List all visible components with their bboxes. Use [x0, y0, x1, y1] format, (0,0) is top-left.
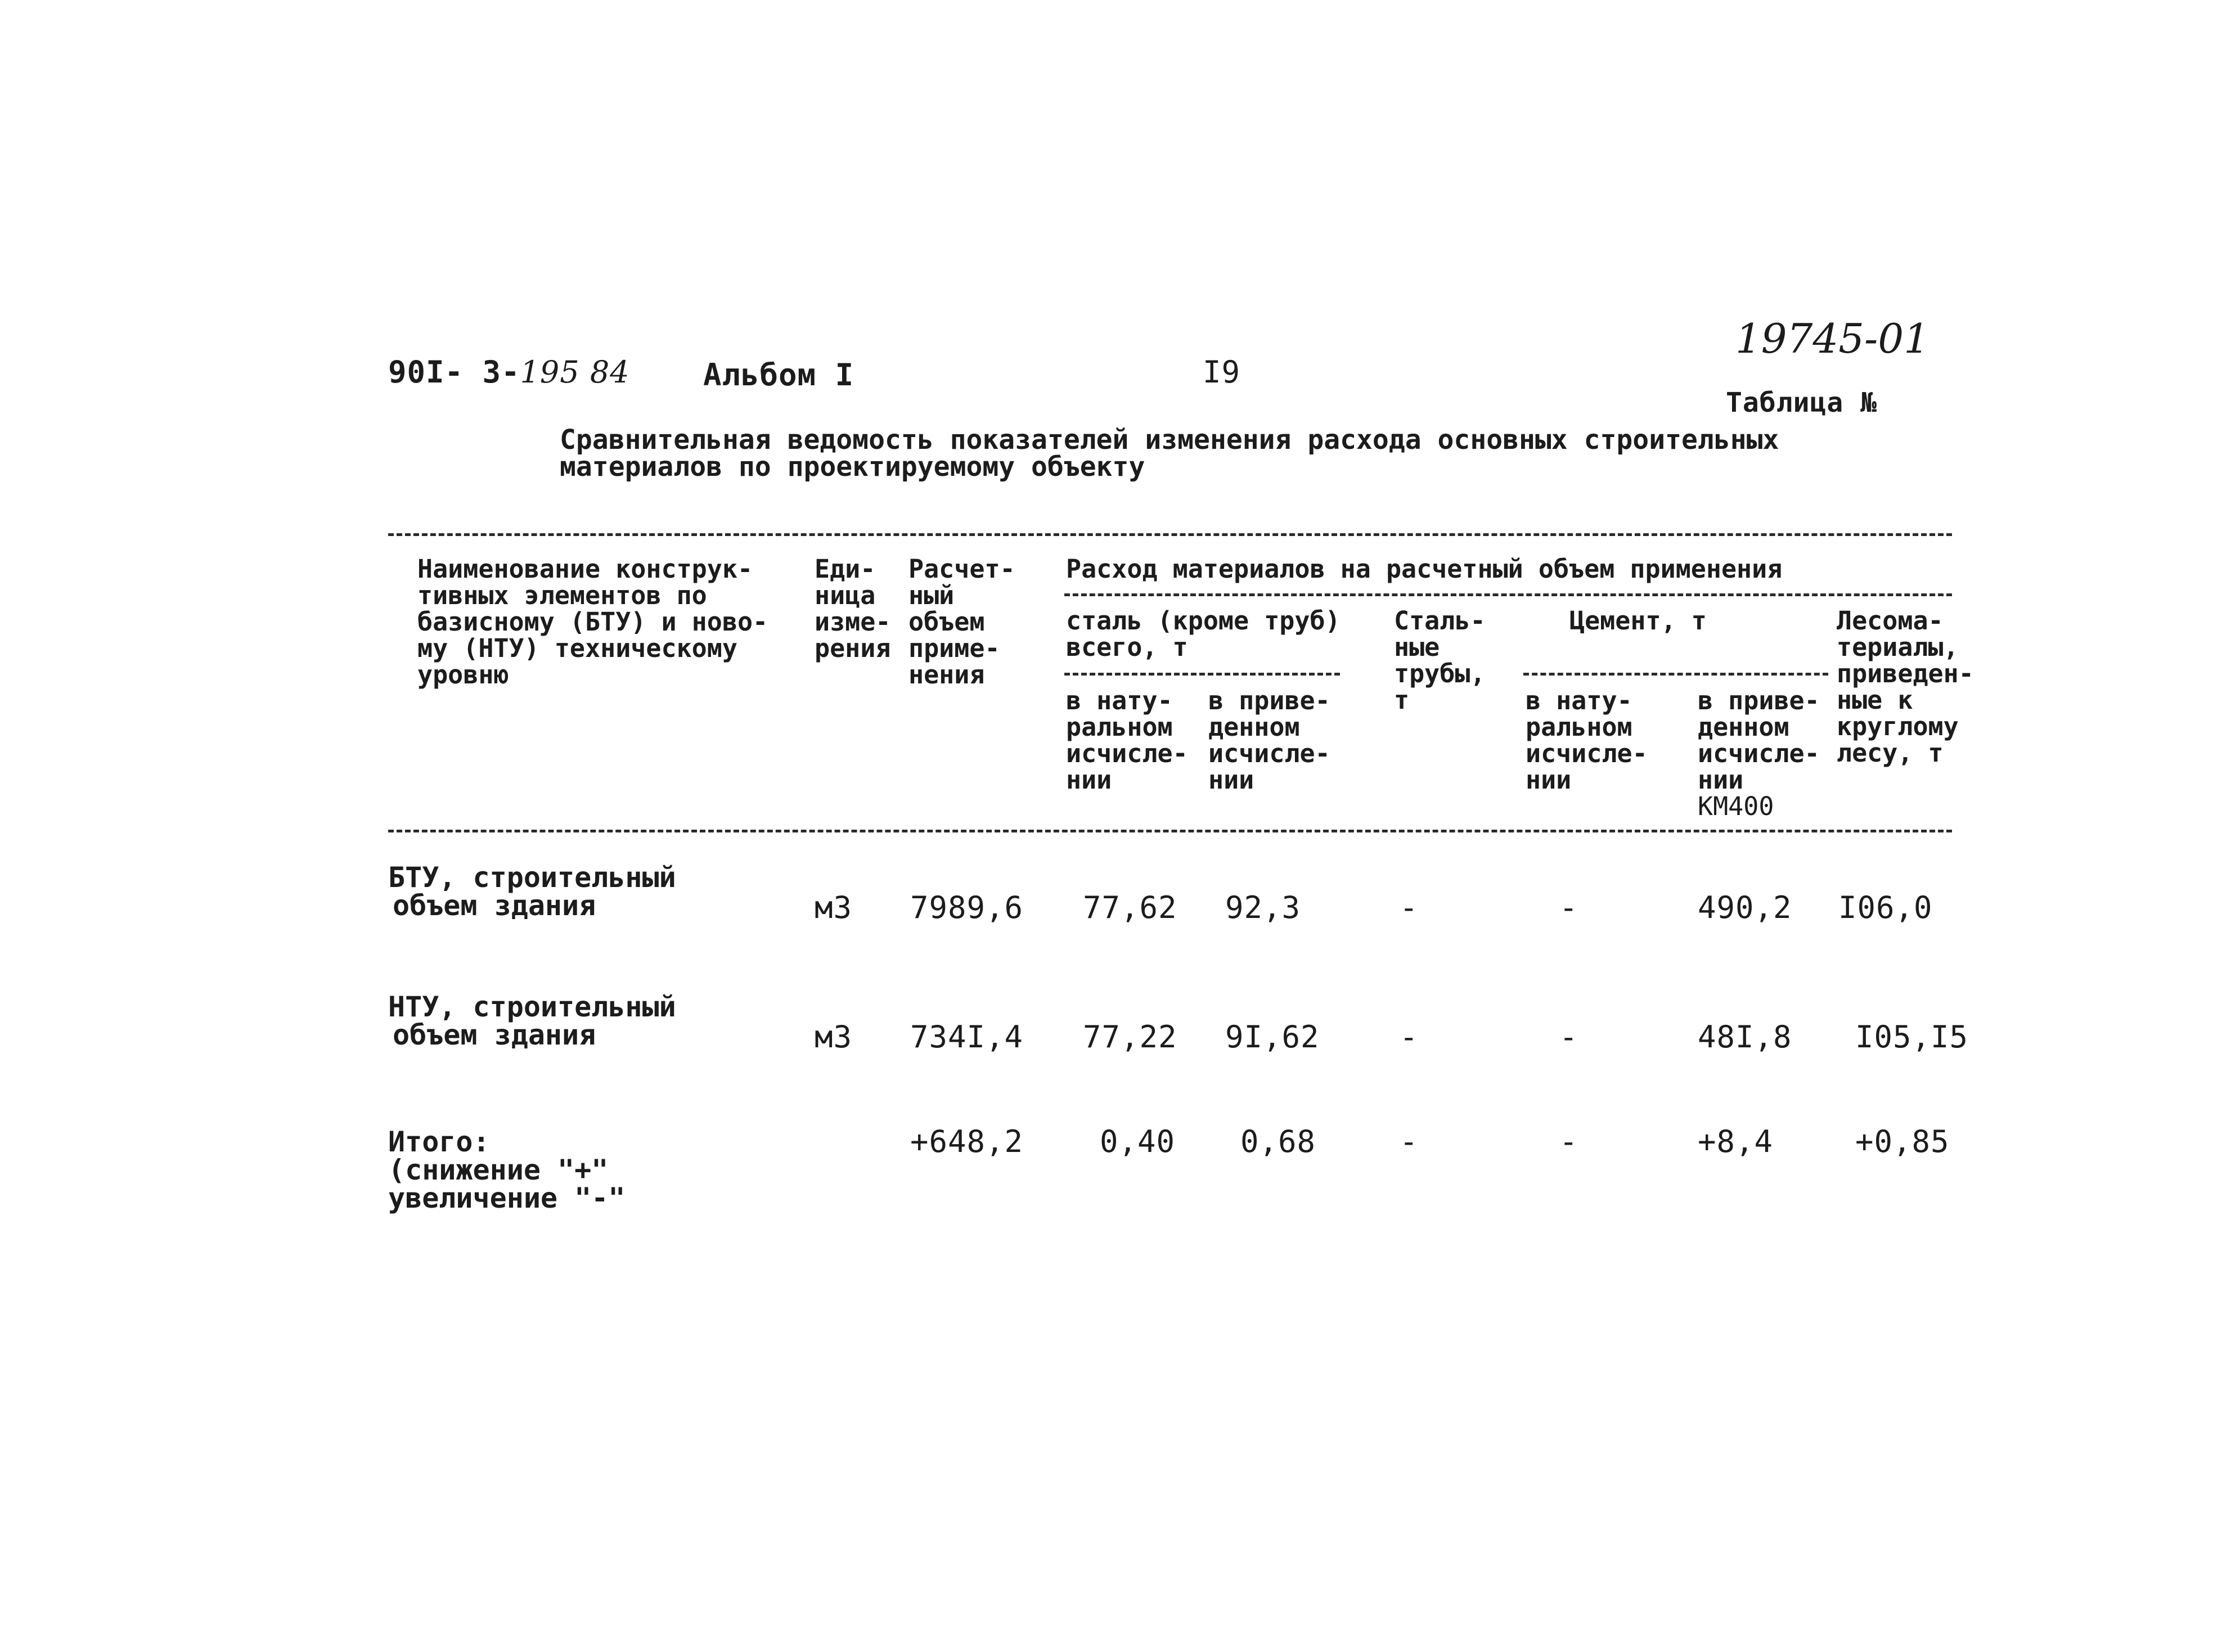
- column-group-consumption: Расход материалов на расчетный объем применения: [1066, 554, 1783, 584]
- table-cell: 490,2: [1698, 890, 1792, 925]
- table-cell: 7989,6: [910, 890, 1024, 925]
- column-header-name: Наименование конструк- тивных элементов по базисному (БТУ) и ново- му (НТУ) техническому уровню: [417, 554, 768, 690]
- column-header-cement-reduced: в приве- денном исчисле- нии КМ400: [1698, 686, 1820, 821]
- series-handwritten: 195 84: [520, 354, 630, 390]
- table-cell: I06,0: [1838, 890, 1933, 925]
- table-cell: -: [1559, 890, 1578, 925]
- table-cell: -: [1559, 1124, 1578, 1159]
- document-title-line-2: материалов по проектируемому объекту: [560, 451, 1145, 483]
- table-row-btu-name: БТУ, строительный объем здания: [388, 861, 676, 922]
- table-row-ntu-name: НТУ, строительный объем здания: [388, 991, 676, 1051]
- table-cell: +648,2: [910, 1124, 1024, 1159]
- column-header-volume: Расчет- ный объем приме- нения: [908, 554, 1015, 690]
- steel-subgroup-rule: [1064, 673, 1340, 676]
- table-top-rule: [388, 533, 1952, 536]
- table-cell: -: [1400, 1019, 1419, 1055]
- column-header-cement: Цемент, т: [1569, 606, 1707, 636]
- table-cell: 77,22: [1083, 1019, 1177, 1055]
- table-cell: 48I,8: [1698, 1019, 1792, 1055]
- page-number: I9: [1203, 354, 1241, 390]
- table-cell: -: [1559, 1019, 1578, 1055]
- table-cell: +8,4: [1698, 1124, 1774, 1159]
- table-cell: +0,85: [1855, 1124, 1950, 1159]
- header-bottom-rule: [388, 830, 1952, 832]
- series-prefix: 90I- 3-: [388, 354, 520, 390]
- table-row-total-name: Итого: (снижение "+" увеличение "-": [388, 1126, 626, 1214]
- column-header-steel-pipes: Сталь- ные трубы, т: [1394, 606, 1486, 715]
- series-code: [388, 354, 630, 390]
- column-header-cement-natural: в нату- ральном исчисле- нии: [1526, 686, 1648, 795]
- table-cell: м3: [815, 890, 853, 925]
- cement-subgroup-rule: [1523, 673, 1828, 676]
- document-number-handwritten: 19745-01: [1735, 315, 1929, 362]
- table-cell: 734I,4: [910, 1019, 1024, 1055]
- column-header-unit: Еди- ница изме- рения: [815, 554, 891, 663]
- table-cell: 0,40: [1100, 1124, 1176, 1159]
- album-label: Альбом I: [703, 357, 854, 393]
- table-cell: 77,62: [1083, 890, 1177, 925]
- table-cell: I05,I5: [1855, 1019, 1969, 1055]
- table-label: Таблица №: [1726, 387, 1878, 418]
- table-cell: -: [1400, 890, 1419, 925]
- column-header-steel-natural: в нату- ральном исчисле- нии: [1066, 686, 1188, 795]
- document-title-line-1: Сравнительная ведомость показателей изменения расхода основных строительных: [560, 424, 1779, 456]
- consumption-group-rule: [1064, 593, 1952, 596]
- table-cell: 9I,62: [1225, 1019, 1320, 1055]
- column-header-steel-reduced: в приве- денном исчисле- нии: [1208, 686, 1330, 795]
- column-header-steel: сталь (кроме труб) всего, т: [1066, 606, 1341, 662]
- table-cell: м3: [815, 1019, 853, 1055]
- table-cell: 92,3: [1225, 890, 1301, 925]
- table-cell: 0,68: [1240, 1124, 1316, 1159]
- table-cell: -: [1400, 1124, 1419, 1159]
- column-header-timber: Лесома- териалы, приведен- ные к круглому лесу, т: [1837, 606, 1974, 768]
